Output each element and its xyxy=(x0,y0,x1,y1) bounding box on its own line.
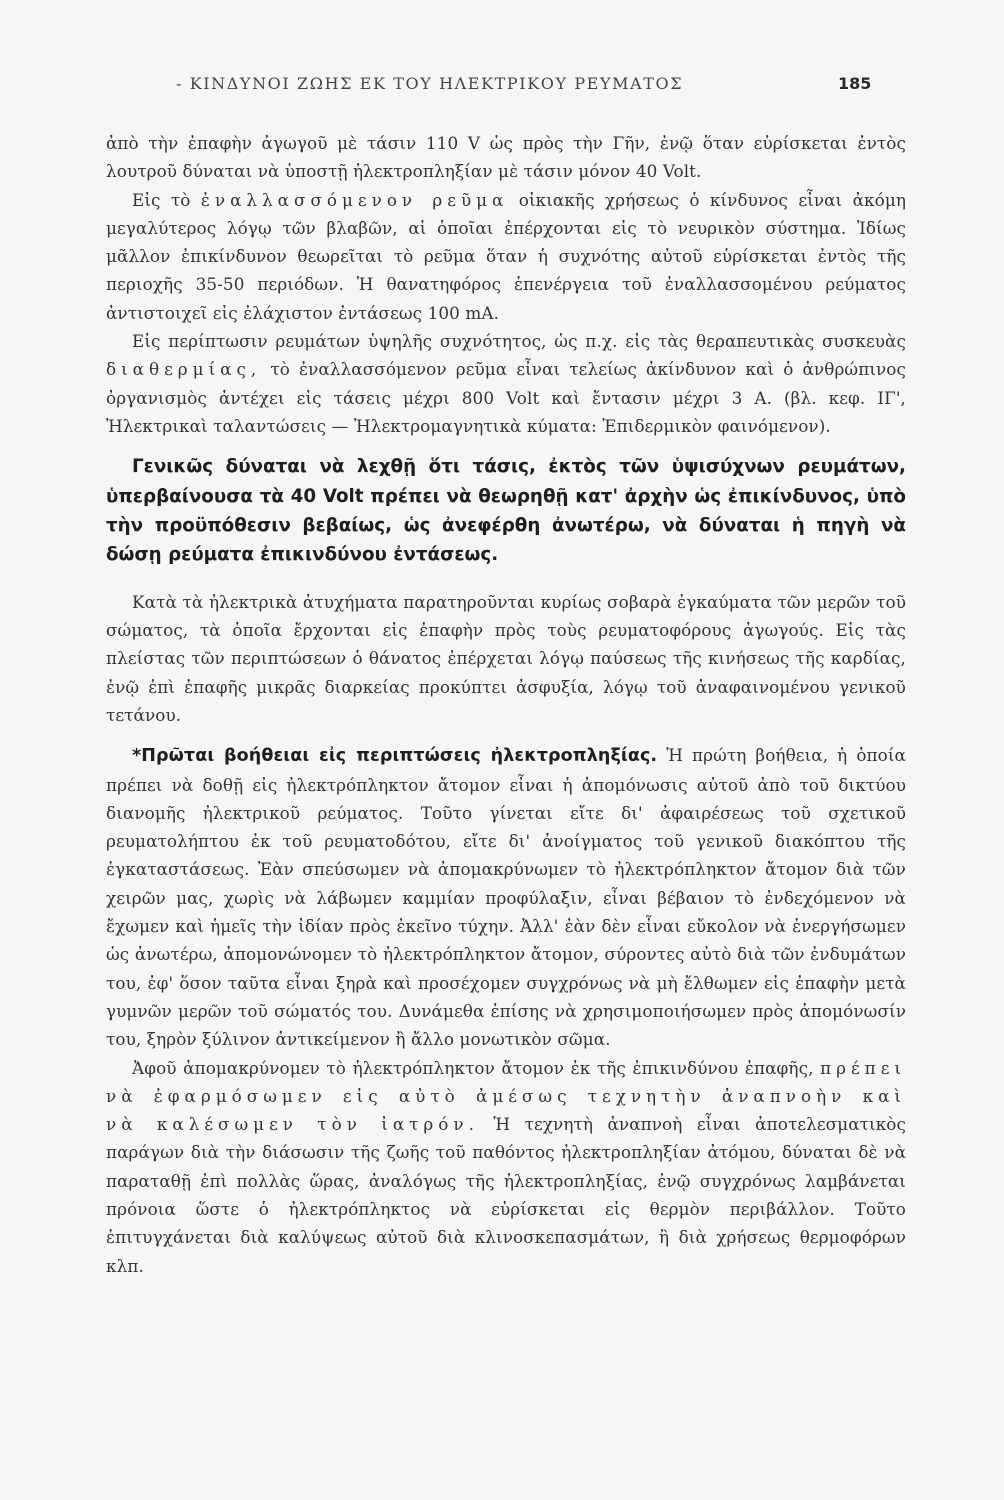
p7-spaced-instruction: πρέπει νὰ ἐφαρμόσωμεν εἰς αὐτὸ ἀμέσως τεχνητὴν ἀναπνοὴν καὶ νὰ καλέσωμεν τὸν ἰατρόν. xyxy=(106,1057,906,1135)
paragraph-artificial-respiration xyxy=(106,1054,906,1280)
paragraph-alternating-current xyxy=(106,186,906,327)
p2-lead: Εἰς τὸ xyxy=(132,189,191,210)
paragraph-continuation: ἀπὸ τὴν ἐπαφὴν ἀγωγοῦ μὲ τάσιν 110 V ὡς πρὸς τὴν Γῆν, ἐνῷ ὅταν εὑρίσκεται ἐντὸς λουτροῦ δύναται νὰ ὑποστῇ ἠλεκτροπληξίαν μὲ τάσιν μόνον 40 Volt. xyxy=(106,133,906,182)
first-aid-text: Ἡ πρώτη βοήθεια, ἡ ὁποία πρέπει νὰ δοθῇ εἰς ἠλεκτρόπληκτον ἄτομον εἶναι ἡ ἀπομόνωσις αὐτοῦ ἀπὸ τοῦ δικτύου διανομῆς ἠλεκτρικοῦ ρεύματος. Τοῦτο γίνεται εἴτε δι' ἀφαιρέσεως τοῦ σχετικοῦ ρευματολήπτου ἐκ τοῦ ρευματοδότου, εἴτε δι' ἀνοίγματος τοῦ γενικοῦ διακόπτου τῆς ἐγκαταστάσεως. Ἐὰν σπεύσωμεν νὰ ἀπομακρύνωμεν τὸ ἠλεκτρόπληκτον ἄτομον διὰ τῶν χειρῶν μας, χωρὶς νὰ λάβωμεν καμμίαν προφύλαξιν, εἶναι βέβαιον τὸ ἐνδεχόμενον νὰ ἔχωμεν καὶ ἡμεῖς τὴν ἰδίαν πρὸς ἐκεῖνο τύχην. Ἀλλ' ἐὰν δὲν εἶναι εὔκολον νὰ ἐνεργήσωμεν ὡς ἀνωτέρω, ἀπομονώνομεν τὸ ἠλεκτρόπληκτον ἄτομον, σύροντες αὐτὸ διὰ τῶν ἐνδυμάτων του, ἐφ' ὅσον ταῦτα εἶναι ξηρὰ καὶ προσέχομεν συγχρόνως νὰ μὴ ἔλθωμεν εἰς ἐπαφὴν μετὰ γυμνῶν μερῶν τοῦ σώματός του. Δυνάμεθα ἐπίσης νὰ χρησιμοποιήσωμεν πρὸς ἀπομόνωσίν του, ξηρὸν ξύλινον ἀντικείμενον ἢ ἄλλο μονωτικὸν σῶμα. xyxy=(106,745,906,1050)
paragraph-first-aid xyxy=(106,741,906,1053)
paragraph-bold-rule: Γενικῶς δύναται νὰ λεχθῇ ὅτι τάσις, ἐκτὸς τῶν ὑψισύχνων ρευμάτων, ὑπερβαίνουσα τὰ 40 Volt πρέπει νὰ θεωρηθῇ κατ' ἀρχὴν ὡς ἐπικίνδυνος, ὑπὸ τὴν προϋπόθεσιν βεβαίως, ὡς ἀνεφέρθη ἀνωτέρω, νὰ δύναται ἡ πηγὴ νὰ δώσῃ ρεύματα ἐπικινδύνου ἐντάσεως. xyxy=(106,456,906,566)
p3-spaced-term: διαθερμίας, xyxy=(106,359,262,380)
paragraph-accidents: Κατὰ τὰ ἠλεκτρικὰ ἀτυχήματα παρατηροῦνται κυρίως σοβαρὰ ἐγκαύματα τῶν μερῶν τοῦ σώματος, τὰ ὁποῖα ἔρχονται εἰς ἐπαφὴν πρὸς τοὺς ρευματοφόρους ἀγωγούς. Εἰς τὰς πλείστας τῶν περιπτώσεων ὁ θάνατος ἐπέρχεται λόγῳ παύσεως τῆς κινήσεως τῆς καρδίας, ἐνῷ ἐπὶ ἐπαφῆς μικρᾶς διαρκείας προκύπτει ἀσφυξία, λόγῳ τοῦ ἀναφαινομένου γενικοῦ τετάνου. xyxy=(106,591,906,725)
paragraph-high-frequency xyxy=(106,327,906,440)
p3-lead: Εἰς περίπτωσιν ρευμάτων ὑψηλῆς συχνότητος, ὡς π.χ. εἰς τὰς θεραπευτικὰς συσκευὰς xyxy=(132,331,906,352)
page-number: 185 xyxy=(838,74,872,93)
first-aid-heading: *Πρῶται βοήθειαι εἰς περιπτώσεις ἠλεκτροπληξίας. xyxy=(132,746,658,767)
body-text xyxy=(106,129,906,1280)
running-head: - ΚΙΝΔΥΝΟΙ ΖΩΗΣ ΕΚ ΤΟΥ ΗΛΕΚΤΡΙΚΟΥ ΡΕΥΜΑΤΟΣ xyxy=(176,74,684,93)
p3-rest: τὸ ἐναλλασσόμενον ρεῦμα εἶναι τελείως ἀκίνδυνον καὶ ὁ ἀνθρώπινος ὀργανισμὸς ἀντέχει εἰς τάσεις μέχρι 800 Volt καὶ ἔντασιν μέχρι 3 A. (βλ. κεφ. ΙΓ', Ἠλεκτρικαὶ ταλαντώσεις — Ἠλεκτρομαγνητικὰ κύματα: Ἐπιδερμικὸν φαινόμενον). xyxy=(106,359,907,436)
p7-rest: Ἡ τεχνητὴ ἀναπνοὴ εἶναι ἀποτελεσματικὸς παράγων διὰ τὴν διάσωσιν τῆς ζωῆς τοῦ παθόντος ἠλεκτροπληξίαν ἀτόμου, δύναται δὲ νὰ παραταθῇ ἐπὶ πολλὰς ὥρας, ἀναλόγως τῆς ἠλεκτροπληξίας, ἐνῷ συγχρόνως λαμβάνεται πρόνοια ὥστε ὁ ἠλεκτρόπληκτος νὰ εὑρίσκεται εἰς θερμὸν περιβάλλον. Τοῦτο ἐπιτυγχάνεται διὰ καλύψεως αὐτοῦ διὰ κλινοσκεπασμάτων, ἢ διὰ χρήσεως θερμοφόρων κλπ. xyxy=(106,1114,907,1276)
p7-lead: Ἀφοῦ ἀπομακρύνομεν τὸ ἠλεκτρόπληκτον ἄτομον ἐκ τῆς ἐπικινδύνου ἐπαφῆς, xyxy=(132,1057,814,1078)
p2-rest: οἰκιακῆς χρήσεως ὁ κίνδυνος εἶναι ἀκόμη μεγαλύτερος λόγῳ τῶν βλαβῶν, αἱ ὁποῖαι ἐπέρχονται εἰς τὸ νευρικὸν σύστημα. Ἰδίως μᾶλλον ἐπικίνδυνον θεωρεῖται τὸ ρεῦμα ὅταν ἡ συχνότης αὐτοῦ εὑρίσκεται ἐντὸς τῆς περιοχῆς 35-50 περιόδων. Ἡ θανατηφόρος ἐπενέργεια τοῦ ἐναλλασσομένου ρεύματος ἀντιστοιχεῖ εἰς ἐλάχιστον ἐντάσεως 100 mA. xyxy=(106,189,906,323)
p2-spaced-term: ἐναλλασσόμενον ρεῦμα xyxy=(200,189,509,210)
